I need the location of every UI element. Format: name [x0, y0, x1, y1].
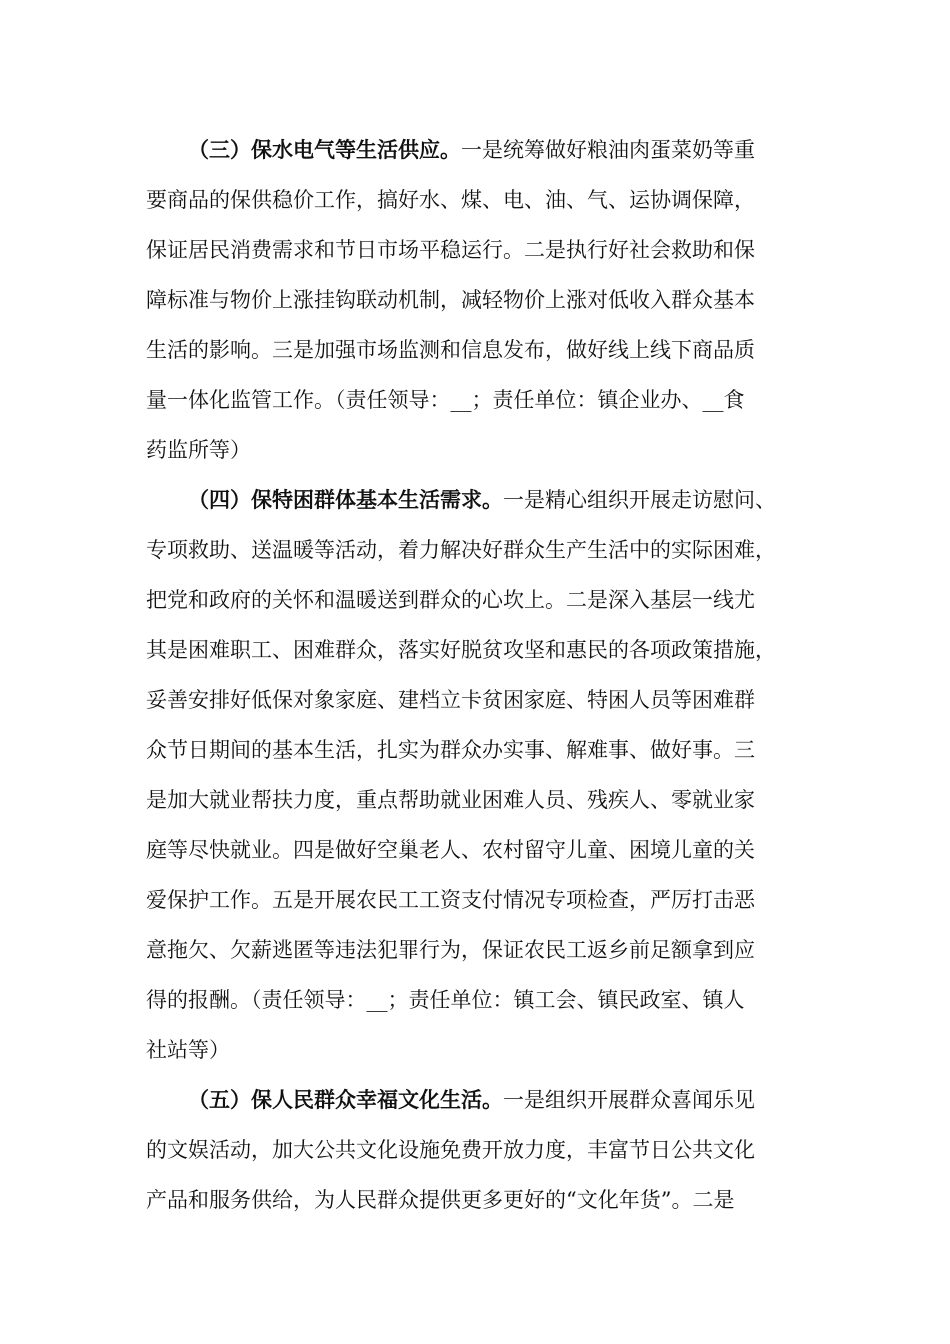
section-4-line-5: 妥善安排好低保对象家庭、建档立卡贫困家庭、特困人员等困难群 — [146, 688, 755, 712]
section-4-line-9: 爱保护工作。五是开展农民工工资支付情况专项检查，严厉打击恶 — [146, 888, 755, 912]
section-4-line-8: 庭等尽快就业。四是做好空巢老人、农村留守儿童、困境儿童的关 — [146, 838, 755, 862]
section-4-line-1: 一是精心组织开展走访慰问、 — [503, 488, 776, 512]
section-4-line-10: 意拖欠、欠薪逃匿等违法犯罪行为，保证农民工返乡前足额拿到应 — [146, 938, 755, 962]
section-4-first-line — [188, 486, 776, 514]
section-5-line-2: 的文娱活动，加大公共文化设施免费开放力度，丰富节日公共文化 — [146, 1138, 755, 1162]
section-5-line-3: 产品和服务供给，为人民群众提供更多更好的“文化年货”。二是 — [146, 1188, 735, 1212]
section-3-line-7: 药监所等） — [146, 438, 251, 462]
section-3-line-4: 障标准与物价上涨挂钩联动机制，减轻物价上涨对低收入群众基本 — [146, 288, 755, 312]
section-5-line-1: 一是组织开展群众喜闻乐见 — [503, 1088, 755, 1112]
section-3-line-2: 要商品的保供稳价工作，搞好水、煤、电、油、气、运协调保障， — [146, 188, 755, 212]
section-4-line-12: 社站等） — [146, 1038, 230, 1062]
section-4-line-6: 众节日期间的基本生活，扎实为群众办实事、解难事、做好事。三 — [146, 738, 755, 762]
section-5-heading: （五）保人民群众幸福文化生活。 — [188, 1087, 503, 1112]
section-4-line-2: 专项救助、送温暖等活动，着力解决好群众生产生活中的实际困难， — [146, 538, 776, 562]
section-3-line-6: 量一体化监管工作。（责任领导：__；责任单位：镇企业办、__食 — [146, 388, 745, 412]
section-3-heading: （三）保水电气等生活供应。 — [188, 137, 461, 162]
section-3-line-3: 保证居民消费需求和节日市场平稳运行。二是执行好社会救助和保 — [146, 238, 755, 262]
section-3-line-5: 生活的影响。三是加强市场监测和信息发布，做好线上线下商品质 — [146, 338, 755, 362]
section-5-first-line — [188, 1086, 755, 1114]
section-4-heading: （四）保特困群体基本生活需求。 — [188, 487, 503, 512]
section-4-line-4: 其是困难职工、困难群众，落实好脱贫攻坚和惠民的各项政策措施， — [146, 638, 776, 662]
section-4-line-7: 是加大就业帮扶力度，重点帮助就业困难人员、残疾人、零就业家 — [146, 788, 755, 812]
section-3-first-line — [188, 136, 755, 164]
section-4-line-3: 把党和政府的关怀和温暖送到群众的心坎上。二是深入基层一线尤 — [146, 588, 755, 612]
section-4-line-11: 得的报酬。（责任领导：__；责任单位：镇工会、镇民政室、镇人 — [146, 988, 745, 1012]
section-3-line-1: 一是统筹做好粮油肉蛋菜奶等重 — [461, 138, 755, 162]
